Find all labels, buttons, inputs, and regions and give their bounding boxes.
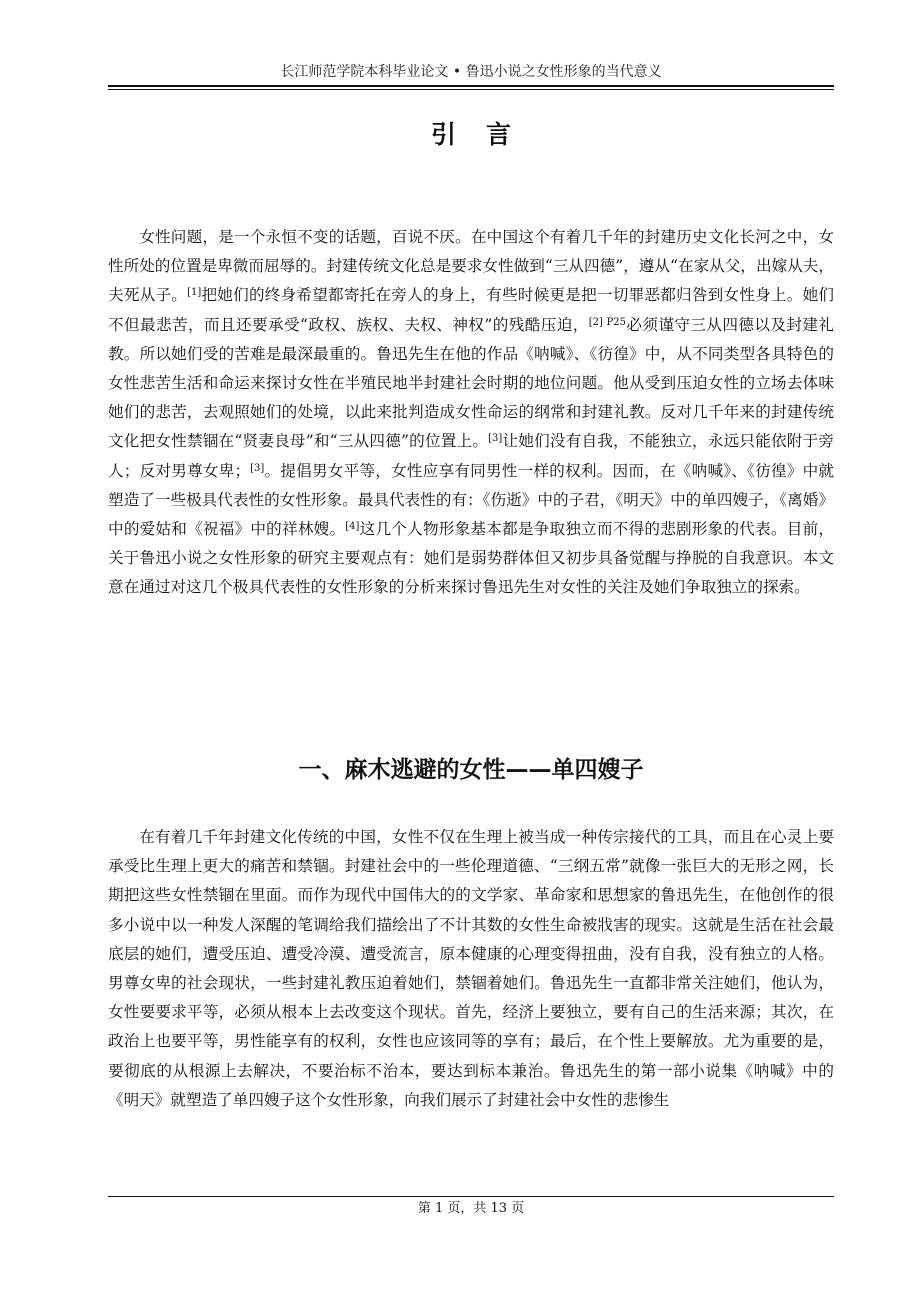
citation-ref: [1] [187,287,202,299]
footer-rule [108,1196,834,1197]
section-heading: 一、麻木逃避的女性——单四嫂子 [298,757,644,783]
intro-text-5: 。提倡男女平等，女性应享有同男性一样的权利。因而，在《呐喊》、《彷徨》中就塑造了一些极具代表性的女性形象。最具代表性的有：《伤逝》中的子君，《明天》中的单四嫂子，《离婚》中的爱姑和《祝福》中的祥林嫂。 [108,461,834,539]
header-rule-thick [108,85,834,87]
citation-ref: [4] [345,521,360,533]
introduction-section [108,223,834,603]
citation-ref: [2] P25 [588,316,626,328]
section-1-body [108,823,834,1115]
running-header: 长江师范学院本科毕业论文 • 鲁迅小说之女性形象的当代意义 [280,64,662,80]
citation-ref: [3] [250,462,265,474]
page-title: 引言 [430,120,541,149]
intro-paragraph [108,223,834,603]
intro-text-2: 把她们的终身希望都寄托在旁人的身上，有些时候更是把一切罪恶都归咎到女性身上。她们不但最悲苦，而且还要承受“政权、族权、夫权、神权”的残酷压迫， [108,286,834,334]
intro-text-4: 让她们没有自我，不能独立，永远只能依附于旁人；反对男尊女卑； [108,432,834,480]
page-number: 第 1 页，共 13 页 [417,1201,525,1216]
intro-text-6: 这几个人物形象基本都是争取独立而不得的悲剧形象的代表。目前，关于鲁迅小说之女性形象的研究主要观点有：她们是弱势群体但又初步具备觉醒与挣脱的自我意识。本文意在通过对这几个极具代表性的女性形象的分析来探讨鲁迅先生对女性的关注及她们争取独立的探索。 [108,520,834,597]
header-rule-thin [108,89,834,90]
intro-text-1: 女性问题，是一个永恒不变的话题，百说不厌。在中国这个有着几千年的封建历史文化长河之中，女性所处的位置是卑微而屈辱的。封建传统文化总是要求女性做到“三从四德”，遵从“在家从父，出嫁从夫，夫死从子。 [108,228,834,305]
citation-ref: [3] [488,433,503,445]
body-paragraph: 在有着几千年封建文化传统的中国，女性不仅在生理上被当成一种传宗接代的工具，而且在心灵上要承受比生理上更大的痛苦和禁锢。封建社会中的一些伦理道德、“三纲五常”就像一张巨大的无形之网，长期把这些女性禁锢在里面。而作为现代中国伟大的的文学家、革命家和思想家的鲁迅先生，在他创作的很多小说中以一种发人深醒的笔调给我们描绘出了不计其数的女性生命被戕害的现实。这就是生活在社会最底层的她们，遭受压迫、遭受冷漠、遭受流言，原本健康的心理变得扭曲，没有自我，没有独立的人格。男尊女卑的社会现状，一些封建礼教压迫着她们，禁锢着她们。鲁迅先生一直都非常关注她们，他认为，女性要要求平等，必须从根本上去改变这个现状。首先，经济上要独立，要有自己的生活来源；其次，在政治上也要平等，男性能享有的权利，女性也应该同等的享有；最后，在个性上要解放。尤为重要的是，要彻底的从根源上去解决，不要治标不治本，要达到标本兼治。鲁迅先生的第一部小说集《呐喊》中的《明天》就塑造了单四嫂子这个女性形象，向我们展示了封建社会中女性的悲惨生 [108,828,834,1109]
intro-text-3: 必须谨守三从四德以及封建礼教。所以她们受的苦难是最深最重的。鲁迅先生在他的作品《呐喊》、《彷徨》中，从不同类型各具特色的女性悲苦生活和命运来探讨女性在半殖民地半封建社会时期的地位问题。他从受到压迫女性的立场去体味她们的悲苦，去观照她们的处境，以此来批判造成女性命运的纲常和封建礼教。反对几千年来的封建传统文化把女性禁锢在“贤妻良母”和“三从四德”的位置上。 [108,315,835,451]
